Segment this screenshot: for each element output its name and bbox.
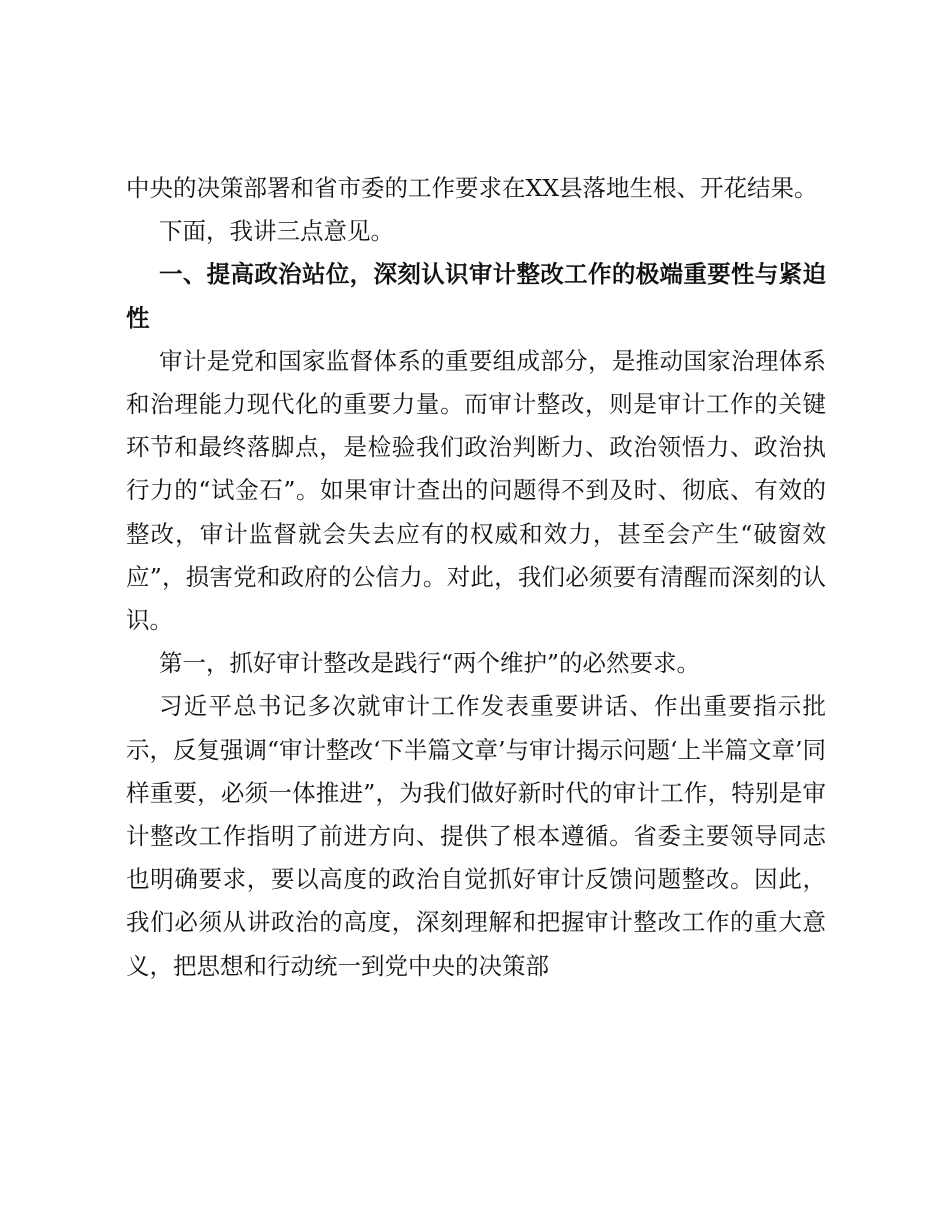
document-body	[126, 167, 826, 988]
paragraph-point-one: 第一，抓好审计整改是践行“两个维护”的必然要求。	[159, 649, 701, 678]
paragraph-intro: 下面，我讲三点意见。	[159, 217, 394, 246]
section-heading: 一、提高政治站位，深刻认识审计整改工作的极端重要性与紧迫性	[126, 260, 826, 332]
paragraph-continued: 中央的决策部署和省市委的工作要求在XX县落地生根、开花结果。	[126, 174, 818, 202]
paragraph-audit-importance: 审计是党和国家监督体系的重要组成部分，是推动国家治理体系和治理能力现代化的重要力量。而审计整改，则是审计工作的关键环节和最终落脚点，是检验我们政治判断力、政治领悟力、政治执行力的“试金石”。如果审计查出的问题得不到及时、彻底、有效的整改，审计监督就会失去应有的权威和效力，甚至会产生“破窗效应”，损害党和政府的公信力。对此，我们必须要有清醒而深刻的认识。	[126, 346, 826, 635]
paragraph-xi-instructions: 习近平总书记多次就审计工作发表重要讲话、作出重要指示批示，反复强调“审计整改‘下半篇文章’与审计揭示问题‘上半篇文章’同样重要，必须一体推进”，为我们做好新时代的审计工作，特别是审计整改工作指明了前进方向、提供了根本遵循。省委主要领导同志也明确要求，要以高度的政治自觉抓好审计反馈问题整改。因此，我们必须从讲政治的高度，深刻理解和把握审计整改工作的重大意义，把思想和行动统一到党中央的决策部	[126, 692, 826, 980]
